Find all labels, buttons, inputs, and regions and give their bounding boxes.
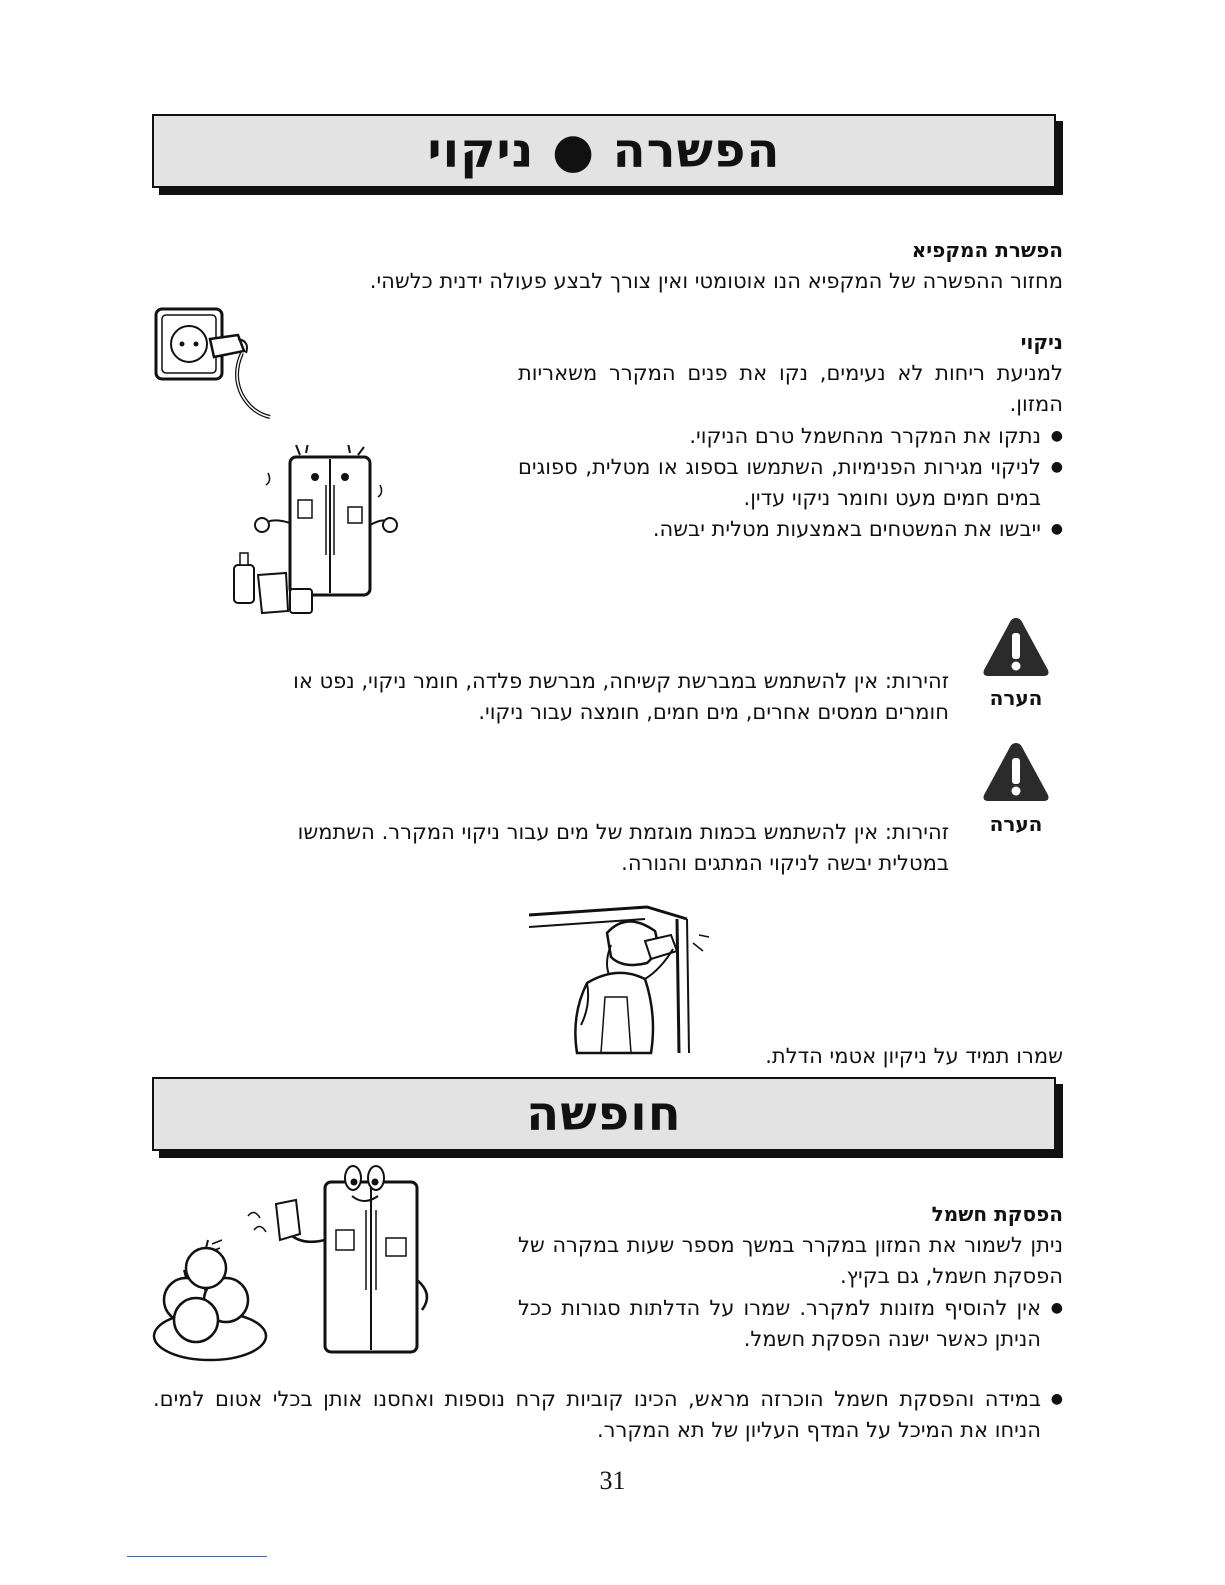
woman-cleaning-door-illustration (527, 905, 727, 1055)
page-number: 31 (599, 1466, 626, 1495)
warning-label: הערה (989, 812, 1043, 836)
warning-text: זהירות: אין להשתמש בכמות מוגזמת של מים עבור ניקוי המקרר. השתמשו במטלית יבשה לניקוי המתגים והנורה. (297, 820, 949, 875)
footer-divider (127, 1556, 267, 1557)
warning-triangle-icon (981, 740, 1051, 804)
cleaning-bullets (518, 421, 1063, 545)
list-item: ● נתקו את המקרר מהחשמל טרם הניקוי. (518, 421, 1063, 452)
defrost-text: מחזור ההפשרה של המקפיא הנו אוטומטי ואין צורך לבצע פעולה ידנית כלשהי. (369, 269, 1063, 293)
list-item: ● ייבשו את המשטחים באמצעות מטלית יבשה. (518, 514, 1063, 545)
warning-text: זהירות: אין להשתמש במברשת קשיחה, מברשת פלדה, חומר ניקוי, נפט או חומרים ממסים אחרים, מים חמים, חומצה עבור ניקוי. (293, 669, 949, 724)
door-seal-note: שמרו תמיד על ניקיון אטמי הדלת. (765, 1044, 1063, 1068)
fridge-cleaning-illustration (220, 445, 420, 625)
list-item: ● לניקוי מגירות הפנימיות, השתמשו בספוג או מטלית, ספוגים במים חמים מעט וחומר ניקוי עדין. (518, 452, 1063, 514)
plug-socket-icon (152, 305, 402, 425)
section-banner-defrost-cleaning (152, 114, 1056, 188)
warning-triangle-icon (981, 615, 1051, 679)
power-outage-bullet-2 (153, 1384, 1063, 1446)
section-title: חופשה (526, 1086, 682, 1142)
power-outage-intro: ניתן לשמור את המזון במקרר במשך מספר שעות במקרה של הפסקת חשמל, גם בקיץ. (518, 1233, 1063, 1288)
power-outage-bullet-1 (518, 1293, 1063, 1355)
section-title: הפשרה ● ניקוי (427, 123, 781, 179)
power-outage-heading: הפסקת חשמל (931, 1202, 1063, 1226)
warning-label: הערה (989, 686, 1043, 710)
section-banner-vacation (152, 1077, 1056, 1151)
defrost-heading: הפשרת המקפיא (911, 238, 1063, 262)
cleaning-heading: ניקוי (1020, 330, 1063, 354)
fridge-apples-illustration (150, 1160, 440, 1390)
list-item: ● אין להוסיף מזונות למקרר. שמרו על הדלתות סגורות ככל הניתן כאשר ישנה הפסקת חשמל. (518, 1293, 1063, 1355)
list-item: ● במידה והפסקת חשמל הוכרזה מראש, הכינו קוביות קרח נוספות ואחסנו אותן בכלי אטום למים. הניחו את המיכל על המדף העליון של תא המקרר. (153, 1384, 1063, 1446)
cleaning-intro: למניעת ריחות לא נעימים, נקו את פנים המקרר משאריות המזון. (518, 361, 1063, 416)
